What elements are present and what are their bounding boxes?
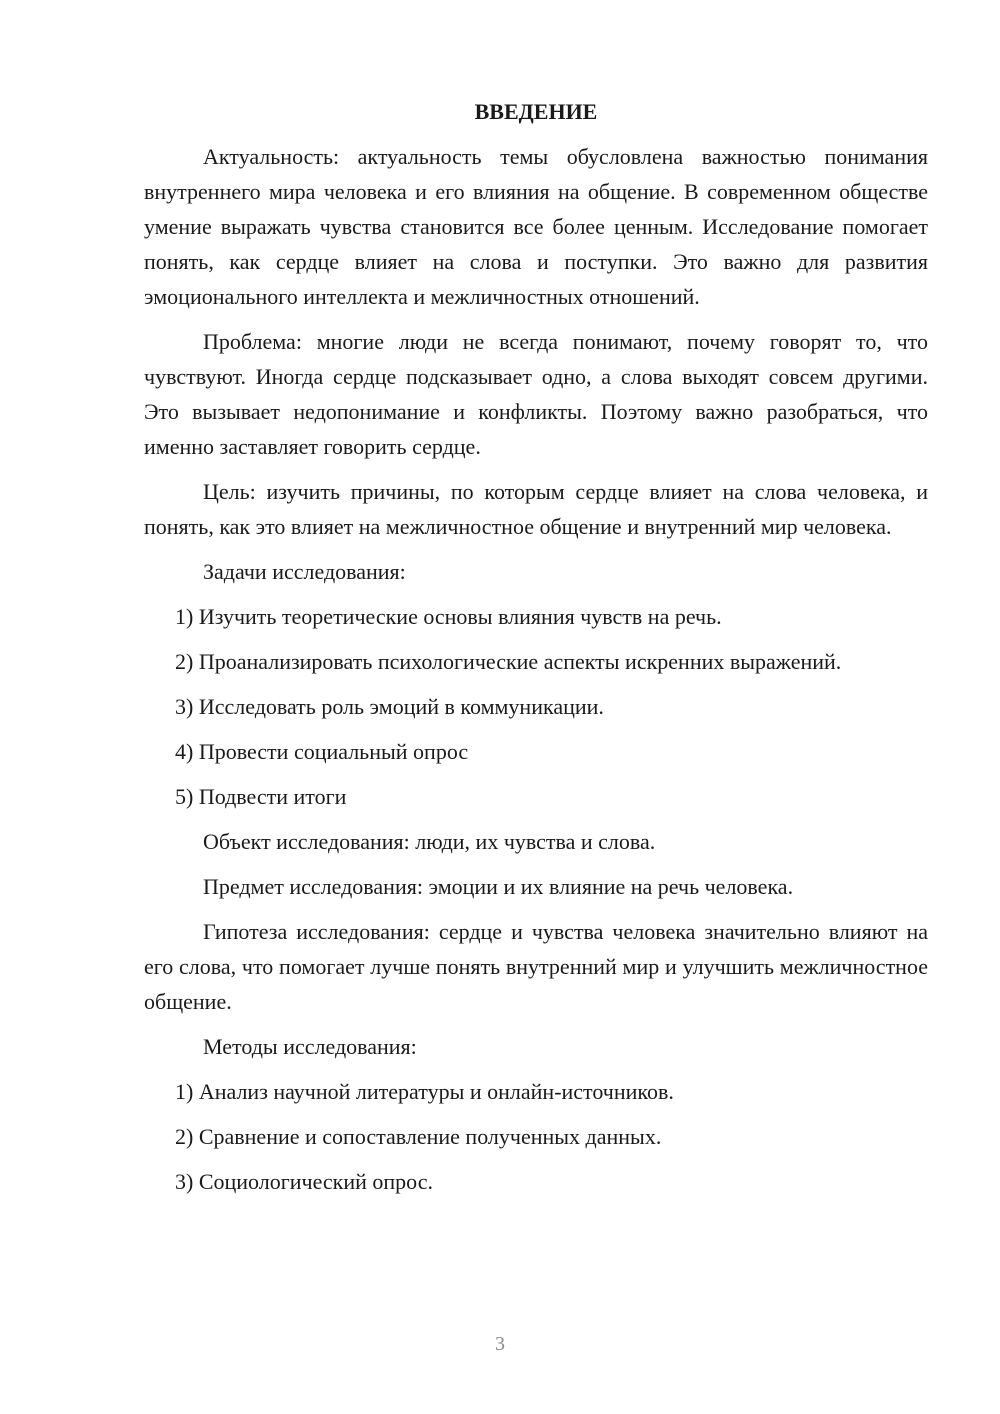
list-item-method: 1) Анализ научной литературы и онлайн-источников. xyxy=(175,1079,674,1104)
list-item-method: 2) Сравнение и сопоставление полученных данных. xyxy=(175,1124,662,1149)
methods-heading: Методы исследования: xyxy=(203,1034,417,1059)
paragraph-hypothesis: Гипотеза исследования: сердце и чувства человека значительно влияют на его слова, что помогает лучше понять внутренний мир и улучшить межличностное общение. xyxy=(144,919,928,1014)
paragraph-object: Объект исследования: люди, их чувства и слова. xyxy=(203,829,656,854)
list-item-task: 3) Исследовать роль эмоций в коммуникации. xyxy=(175,694,604,719)
list-item-task: 5) Подвести итоги xyxy=(175,784,347,809)
paragraph-subject: Предмет исследования: эмоции и их влияние на речь человека. xyxy=(203,874,794,899)
paragraph-goal: Цель: изучить причины, по которым сердце влияет на слова человека, и понять, как это влияет на межличностное общение и внутренний мир человека. xyxy=(144,479,928,539)
page-number: 3 xyxy=(495,1333,505,1355)
page-title: ВВЕДЕНИЕ xyxy=(474,99,598,124)
list-item-method: 3) Социологический опрос. xyxy=(175,1169,433,1194)
tasks-heading: Задачи исследования: xyxy=(203,559,406,584)
list-item-task: 1) Изучить теоретические основы влияния чувств на речь. xyxy=(175,604,722,629)
page-content xyxy=(144,94,928,1199)
list-item-task: 2) Проанализировать психологические аспекты искренних выражений. xyxy=(175,649,842,674)
paragraph-problem: Проблема: многие люди не всегда понимают, почему говорят то, что чувствуют. Иногда сердце подсказывает одно, а слова выходят совсем другими. Это вызывает недопонимание и конфликты. Поэтому важно разобраться, что именно заставляет говорить сердце. xyxy=(144,329,928,459)
list-item-task: 4) Провести социальный опрос xyxy=(175,739,469,764)
paragraph-relevance: Актуальность: актуальность темы обусловлена важностью понимания внутреннего мира человека и его влияния на общение. В современном обществе умение выражать чувства становится все более ценным. Исследование помогает понять, как сердце влияет на слова и поступки. Это важно для развития эмоционального интеллекта и межличностных отношений. xyxy=(144,144,928,309)
